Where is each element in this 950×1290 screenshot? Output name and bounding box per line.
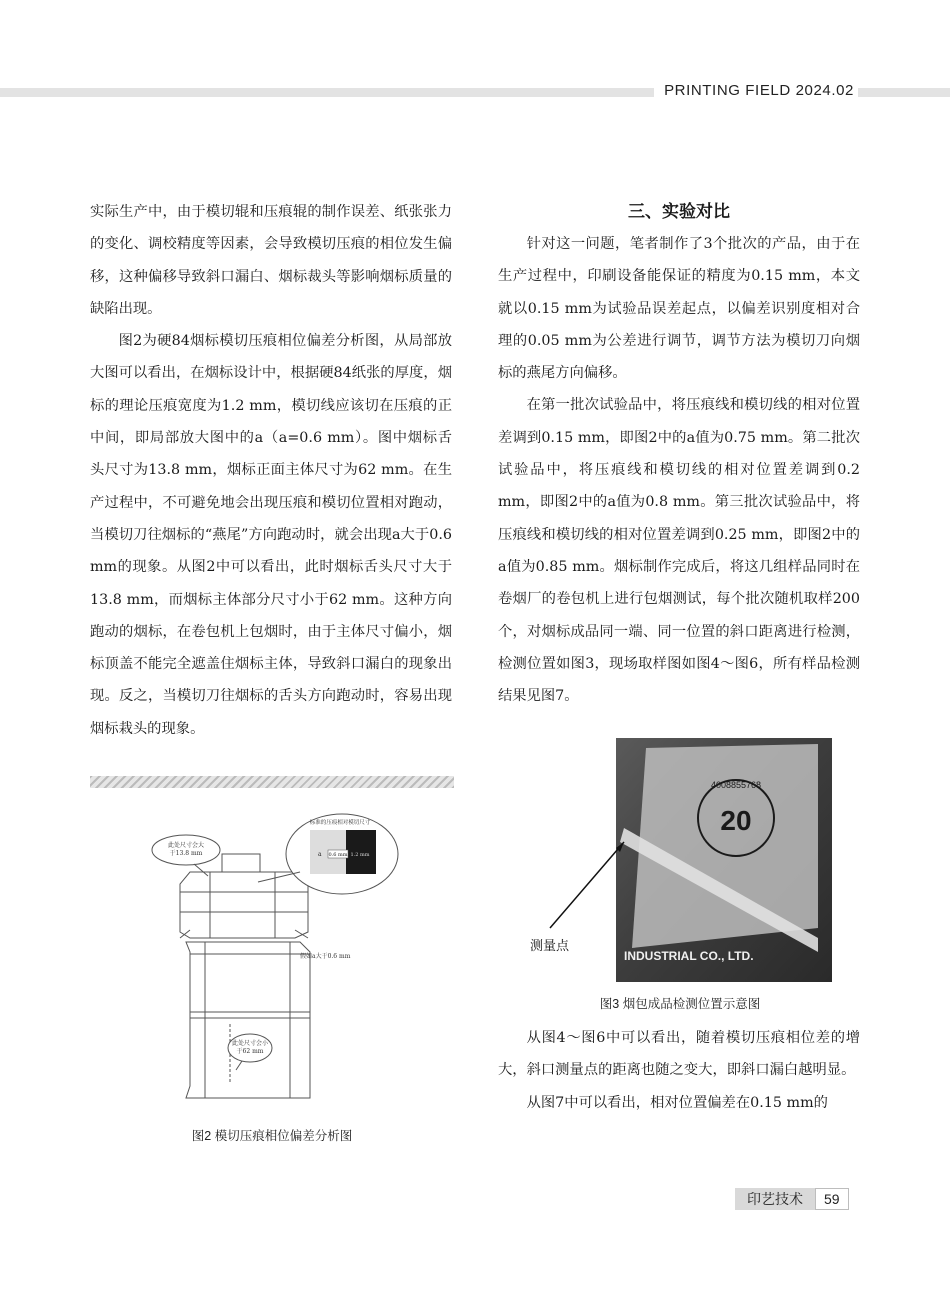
figure-3 xyxy=(520,738,832,982)
paragraph: 针对这一问题，笔者制作了3个批次的产品，由于在生产过程中，印刷设备能保证的精度为0.15 mm，本文就以0.15 mm为试验品误差起点，以偏差识别度相对合理的0.05 mm为公差进行调节，调节方法为模切刀向烟标的燕尾方向偏移。 xyxy=(498,236,860,382)
svg-text:a: a xyxy=(318,851,322,858)
svg-text:于13.8 mm: 于13.8 mm xyxy=(169,850,203,857)
figure-2 xyxy=(150,812,400,1102)
right-column xyxy=(498,196,860,712)
journal-header: PRINTING FIELD 2024.02 xyxy=(654,82,858,99)
callout-bottom xyxy=(228,1034,272,1070)
figure-3-caption: 图3 烟包成品检测位置示意图 xyxy=(599,997,761,1011)
journal-name: 印艺技术 xyxy=(735,1188,815,1210)
svg-text:1.2 mm: 1.2 mm xyxy=(350,852,370,858)
svg-text:于62 mm: 于62 mm xyxy=(236,1048,264,1055)
section-title: 三、实验对比 xyxy=(628,202,730,221)
cigarette-pack-photo xyxy=(520,738,832,982)
right-column-bottom xyxy=(498,1022,860,1119)
zoom-detail xyxy=(258,814,398,894)
svg-text:此处尺寸会大: 此处尺寸会大 xyxy=(167,842,205,849)
svg-text:假如a大于0.6 mm: 假如a大于0.6 mm xyxy=(300,953,351,960)
page-footer xyxy=(735,1188,849,1210)
figure-2-caption: 图2 模切压痕相位偏差分析图 xyxy=(191,1129,353,1143)
svg-text:测量点: 测量点 xyxy=(530,938,570,953)
svg-text:4008855768: 4008855768 xyxy=(710,780,762,790)
svg-text:此处尺寸会小: 此处尺寸会小 xyxy=(231,1040,269,1047)
svg-text:INDUSTRIAL CO., LTD.: INDUSTRIAL CO., LTD. xyxy=(624,949,754,963)
svg-text:20: 20 xyxy=(720,805,752,836)
page-number: 59 xyxy=(815,1188,849,1210)
callout-top xyxy=(152,835,220,876)
left-column xyxy=(90,196,452,745)
paragraph: 图2为硬84烟标模切压痕相位偏差分析图，从局部放大图可以看出，在烟标设计中，根据硬84纸张的厚度，烟标的理论压痕宽度为1.2 mm，模切线应该切在压痕的正中间，即局部放大图中的a（a=0.6 mm）。图中烟标舌头尺寸为13.8 mm，烟标正面主体尺寸为62 mm。在生产过程中，不可避免地会出现压痕和模切位置相对跑动，当模切刀往烟标的“燕尾”方向跑动时，就会出现a大于0.6 mm的现象。从图2中可以看出，此时烟标舌头尺寸大于13.8 mm，而烟标主体部分尺寸小于62 mm。这种方向跑动的烟标，在卷包机上包烟时，由于主体尺寸偏小，烟标顶盖不能完全遮盖住烟标主体，导致斜口漏白的现象出现。反之，当模切刀往烟标的舌头方向跑动时，容易出现烟标栽头的现象。 xyxy=(90,333,452,737)
paragraph: 从图7中可以看出，相对位置偏差在0.15 mm的 xyxy=(526,1094,828,1111)
section-divider xyxy=(90,776,454,788)
svg-text:标准的压痕相对模切尺寸: 标准的压痕相对模切尺寸 xyxy=(309,820,371,826)
carton-diagram xyxy=(150,812,400,1102)
svg-text:0.6 mm: 0.6 mm xyxy=(328,852,348,858)
paragraph: 从图4～图6中可以看出，随着模切压痕相位差的增大，斜口测量点的距离也随之变大，即斜口漏白越明显。 xyxy=(498,1030,860,1079)
paragraph: 实际生产中，由于模切辊和压痕辊的制作误差、纸张张力的变化、调校精度等因素，会导致模切压痕的相位发生偏移，这种偏移导致斜口漏白、烟标裁头等影响烟标质量的缺陷出现。 xyxy=(90,204,452,317)
paragraph: 在第一批次试验品中，将压痕线和模切线的相对位置差调到0.15 mm，即图2中的a值为0.75 mm。第二批次试验品中，将压痕线和模切线的相对位置差调到0.2 mm，即图2中的a值为0.8 mm。第三批次试验品中，将压痕线和模切线的相对位置差调到0.25 mm，即图2中的a值为0.85 mm。烟标制作完成后，将这几组样品同时在卷烟厂的卷包机上进行包烟测试，每个批次随机取样200个，对烟标成品同一端、同一位置的斜口距离进行检测，检测位置如图3，现场取样图如图4～图6，所有样品检测结果见图7。 xyxy=(498,397,860,705)
